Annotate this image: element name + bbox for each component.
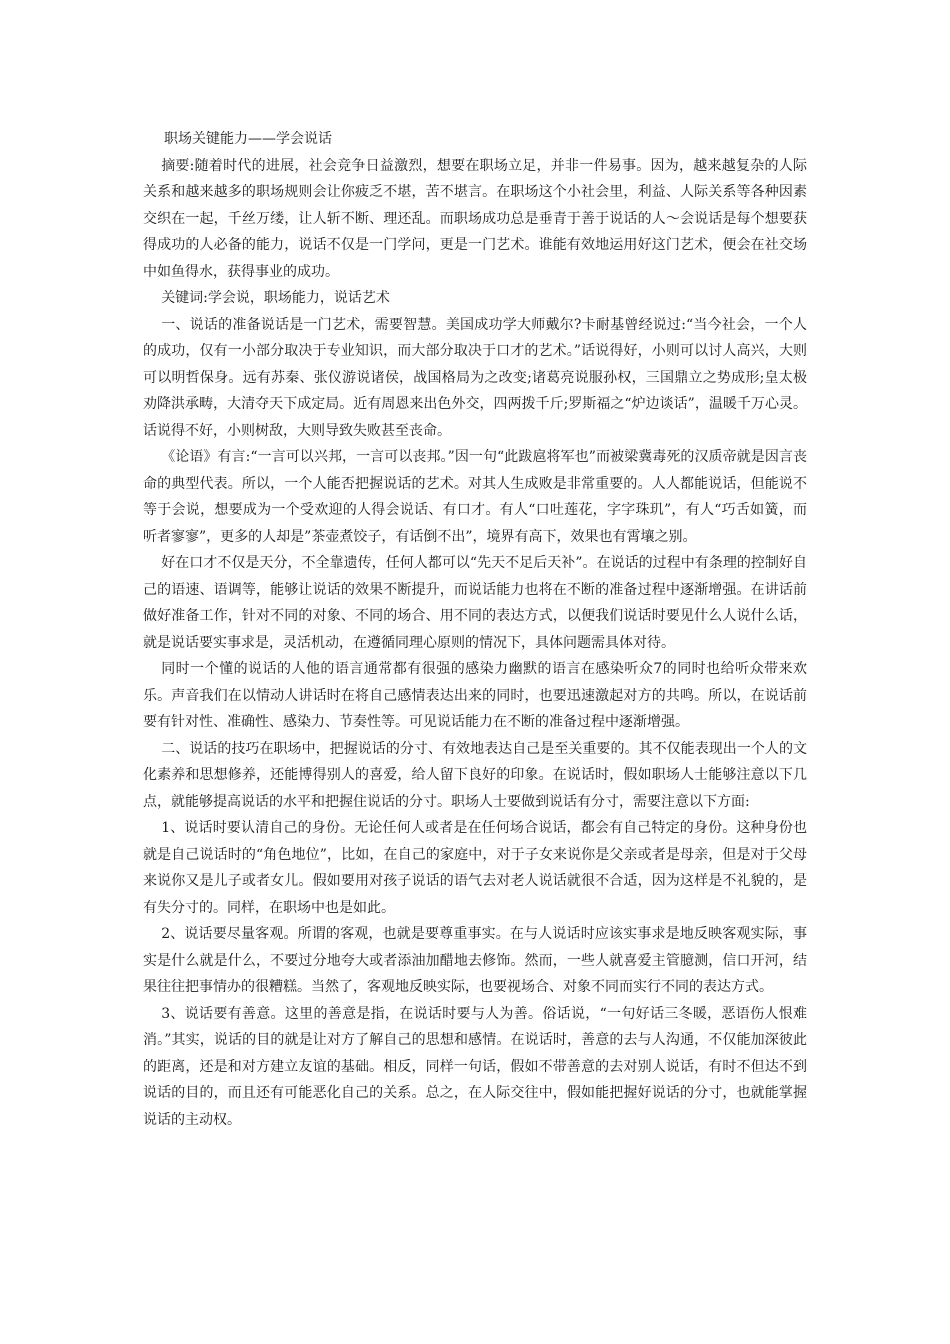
section-2-paragraph: 二、说话的技巧在职场中，把握说话的分寸、有效地表达自己是至关重要的。其不仅能表现出一个人的文化素养和思想修养，还能博得别人的喜爱，给人留下良好的印象。在说话时，假如职场人士能够注意以下几点，就能够提高说话的水平和把握住说话的分寸。职场人士要做到说话有分寸，需要注意以下方面: — [143, 740, 807, 810]
point-1-paragraph: 1、说话时要认清自己的身份。无论任何人或者是在任何场合说话，都会有自己特定的身份。这种身份也就是自己说话时的“角色地位”，比如，在自己的家庭中，对于子女来说你是父亲或者是母亲，但是对于父母来说你又是儿子或者女儿。假如要用对孩子说话的语气去对老人说话就很不合适，因为这样是不礼貌的，是有失分寸的。同样，在职场中也是如此。 — [143, 820, 807, 916]
point-3-paragraph: 3、说话要有善意。这里的善意是指，在说话时要与人为善。俗话说，“一句好话三冬暖，恶语伤人恨难消。”其实，说话的目的就是让对方了解自己的思想和感情。在说话时，善意的去与人沟通，不仅能加深彼此的距离，还是和对方建立友谊的基础。相反，同样一句话，假如不带善意的去对别人说话，有时不但达不到说话的目的，而且还有可能恶化自己的关系。总之，在人际交往中，假如能把握好说话的分寸，也就能掌握说话的主动权。 — [143, 1005, 807, 1128]
abstract-paragraph: 摘要:随着时代的进展，社会竞争日益激烈，想要在职场立足，并非一件易事。因为，越来越复杂的人际关系和越来越多的职场规则会让你疲乏不堪，苦不堪言。在职场这个小社会里，利益、人际关系等各种因素交织在一起，千丝万缕，让人斩不断、理还乱。而职场成功总是垂青于善于说话的人～会说话是每个想要获得成功的人必备的能力，说话不仅是一门学问，更是一门艺术。谁能有效地运用好这门艺术，便会在社交场中如鱼得水，获得事业的成功。 — [143, 157, 807, 280]
eloquence-paragraph: 好在口才不仅是天分，不全靠遗传，任何人都可以“先天不足后天补”。在说话的过程中有条理的控制好自己的语速、语调等，能够让说话的效果不断提升，而说话能力也将在不断的准备过程中逐渐增强。在讲话前做好准备工作，针对不同的对象、不同的场合、用不同的表达方式，以便我们说话时要见什么人说什么话，就是说话要实事求是，灵活机动，在遵循同理心原则的情况下，具体问题需具体对待。 — [143, 555, 807, 651]
appeal-paragraph: 同时一个懂的说话的人他的语言通常都有很强的感染力幽默的语言在感染听众7的同时也给听众带来欢乐。声音我们在以情动人讲话时在将自己感情表达出来的同时，也要迅速激起对方的共鸣。所以，在说话前要有针对性、准确性、感染力、节奏性等。可见说话能力在不断的准备过程中逐渐增强。 — [143, 661, 807, 730]
point-2-paragraph: 2、说话要尽量客观。所谓的客观，也就是要尊重事实。在与人说话时应该实事求是地反映客观实际，事实是什么就是什么，不要过分地夸大或者添油加醋地去修饰。然而，一些人就喜爱主管臆测，信口开河，结果往往把事情办的很糟糕。当然了，客观地反映实际，也要视场合、对象不同而实行不同的表达方式。 — [143, 926, 807, 995]
document-page — [143, 126, 807, 1133]
analects-paragraph: 《论语》有言:“一言可以兴邦，一言可以丧邦。”因一句“此跋扈将军也”而被梁冀毒死的汉质帝就是因言丧命的典型代表。所以，一个人能否把握说话的艺术。对其人生成败是非常重要的。人人都能说话，但能说不等于会说，想要成为一个受欢迎的人得会说话、有口才。有人“口吐莲花，字字珠玑”，有人“巧舌如簧，而听者寥寥”，更多的人却是”茶壶煮饺子，有话倒不出”，境界有高下，效果也有霄壤之别。 — [143, 449, 807, 545]
keywords-paragraph: 关键词:学会说，职场能力，说话艺术 — [161, 290, 390, 306]
section-1-paragraph: 一、说话的准备说话是一门艺术，需要智慧。美国成功学大师戴尔?卡耐基曾经说过:“当今社会，一个人的成功，仅有一小部分取决于专业知识，而大部分取决于口才的艺术。”话说得好，小则可以讨人高兴，大则可以明哲保身。远有苏秦、张仪游说诸侯，战国格局为之改变;诸葛亮说服孙权，三国鼎立之势成形;皇太极劝降洪承畴，大清夺天下成定局。近有周恩来出色外交，四两拨千斤;罗斯福之“炉边谈话”，温暖千万心灵。话说得不好，小则树敌，大则导致失败甚至丧命。 — [143, 316, 807, 439]
document-title: 职场关键能力——学会说话 — [164, 131, 332, 147]
